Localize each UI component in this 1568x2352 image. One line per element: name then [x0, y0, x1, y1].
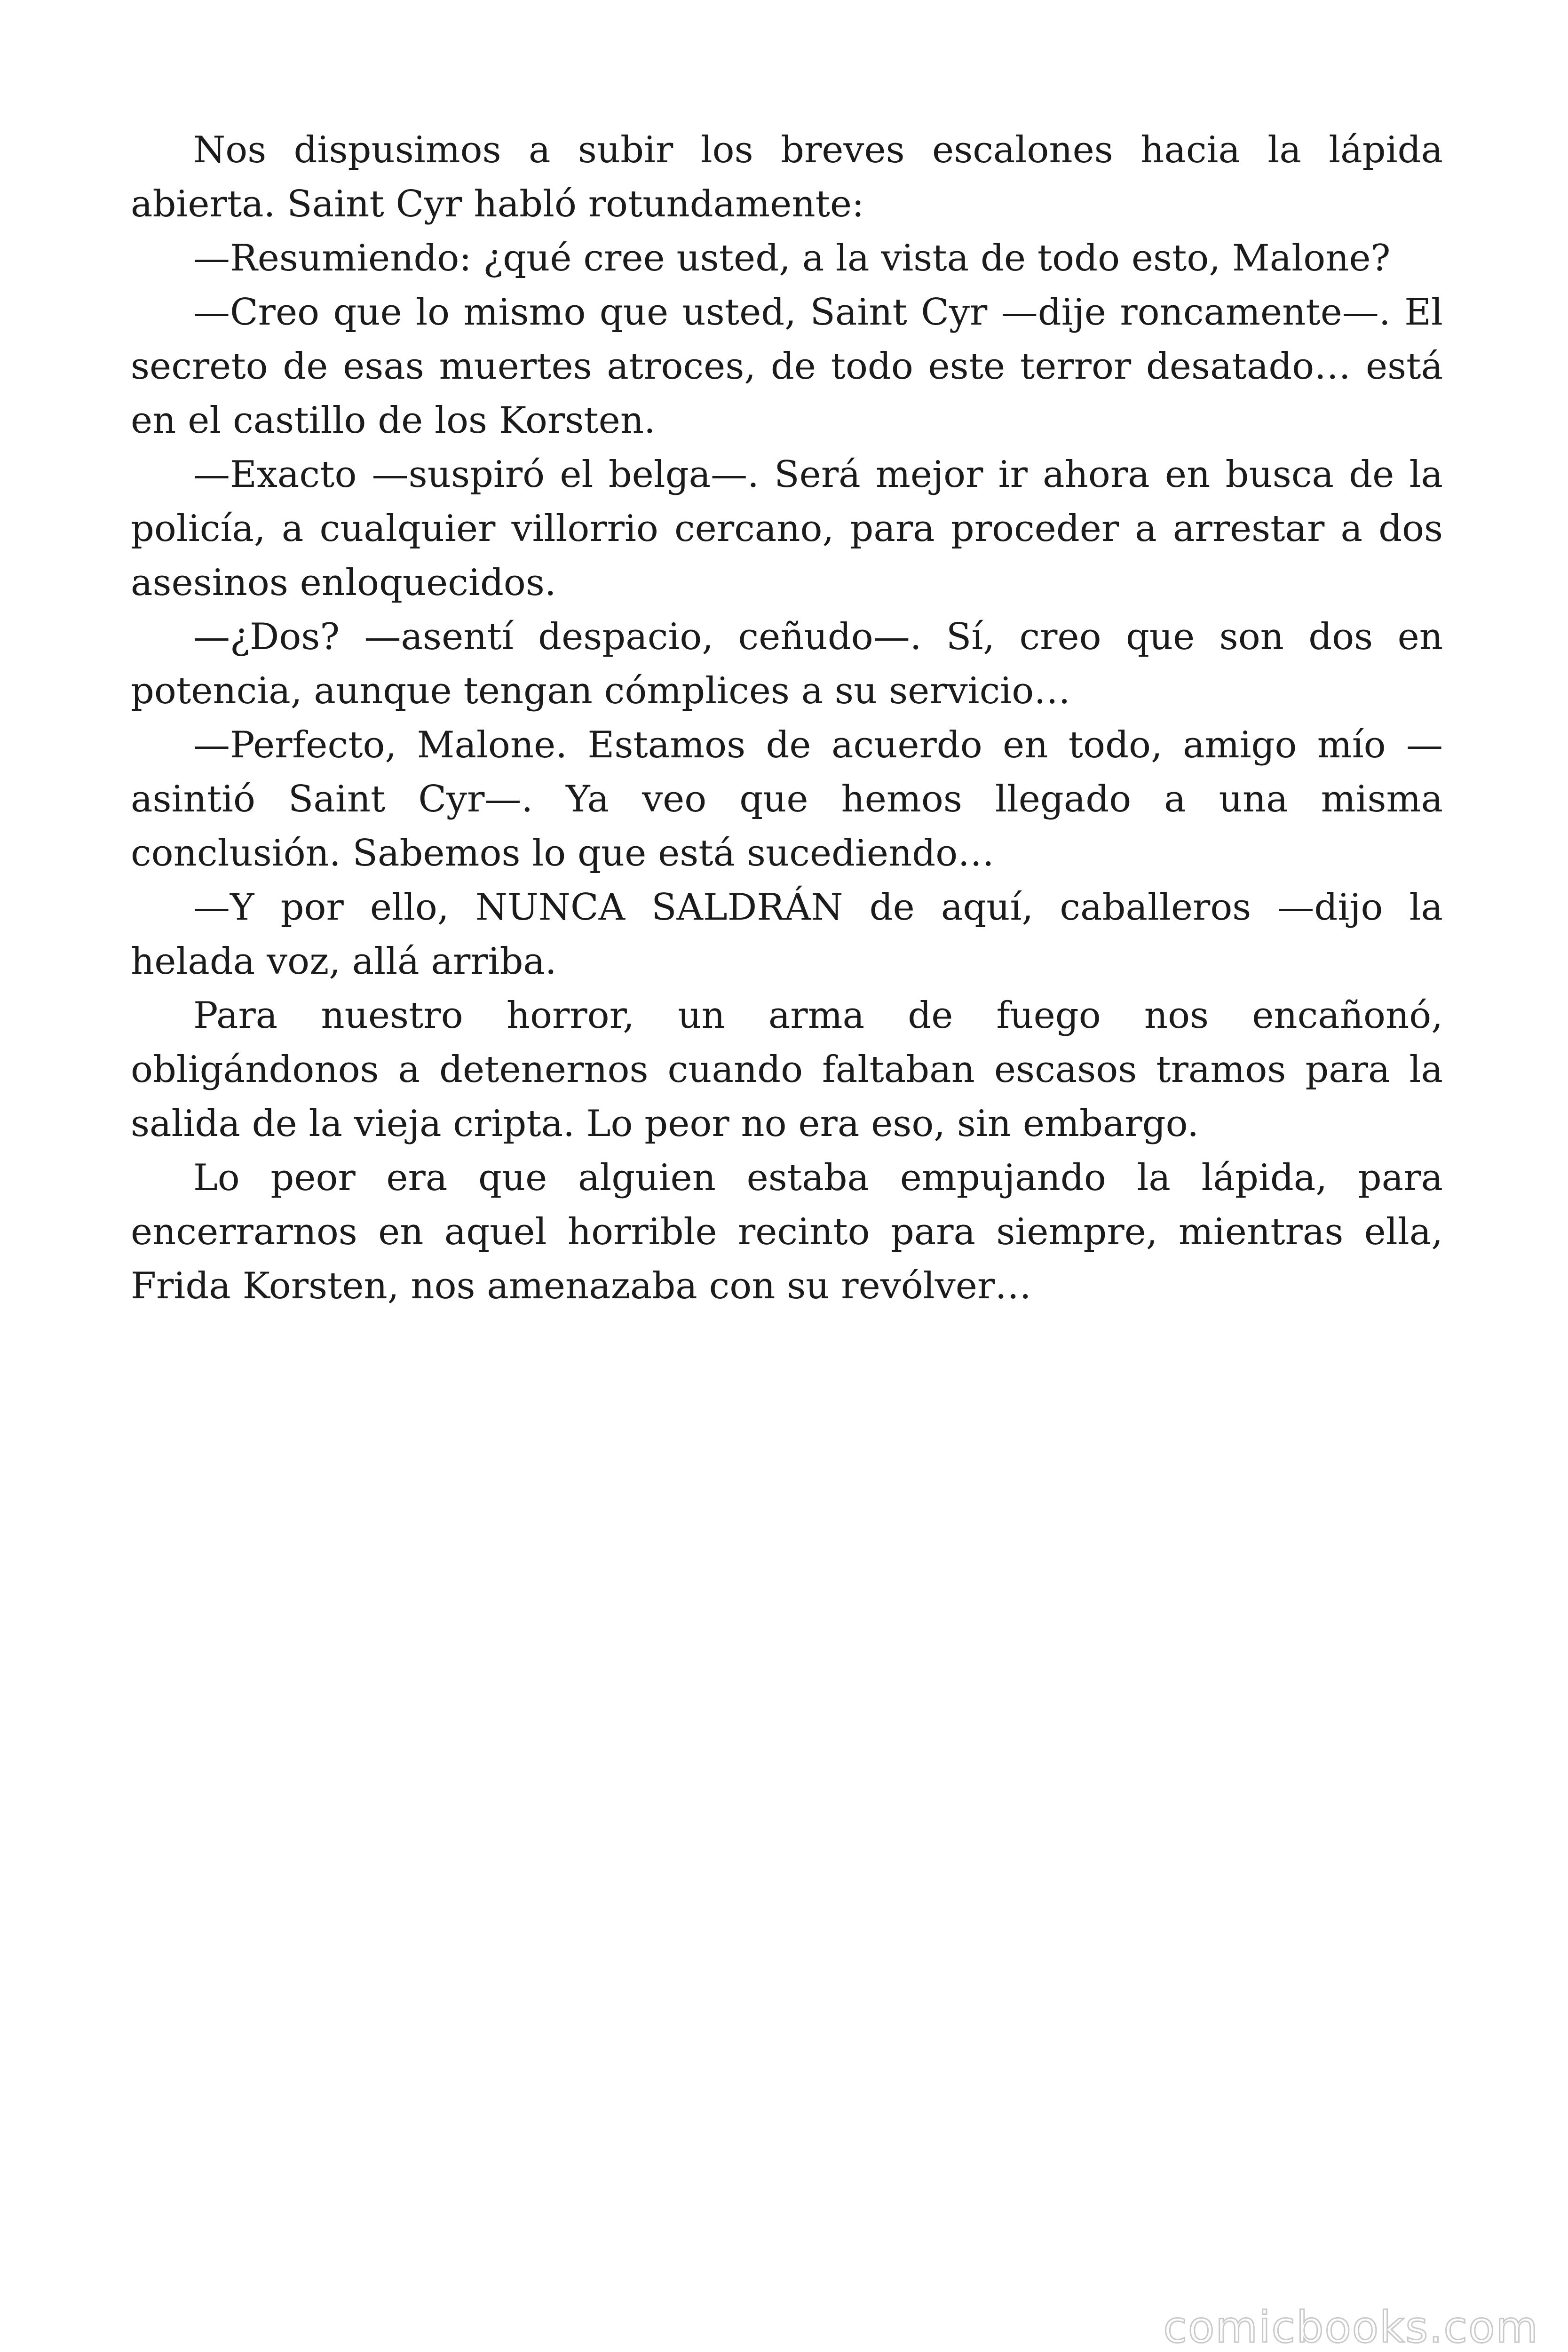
paragraph: —Exacto —suspiró el belga—. Será mejor ir ahora en busca de la policía, a cualquier villorrio cercano, para proceder a arrestar a dos asesinos enloquecidos.: [131, 453, 1443, 604]
body-text: [131, 123, 1443, 1313]
paragraph: Nos dispusimos a subir los breves escalones hacia la lápida abierta. Saint Cyr habló rotundamente:: [131, 129, 1443, 225]
paragraph: —Y por ello, NUNCA SALDRÁN de aquí, caballeros —dijo la helada voz, allá arriba.: [131, 886, 1443, 983]
paragraph: —Creo que lo mismo que usted, Saint Cyr —dije roncamente—. El secreto de esas muertes atroces, de todo este terror desatado… está en el castillo de los Korsten.: [131, 291, 1443, 442]
paragraph: Lo peor era que alguien estaba empujando la lápida, para encerrarnos en aquel horrible recinto para siempre, mientras ella, Frida Korsten, nos amenazaba con su revólver…: [131, 1157, 1443, 1307]
paragraph: Para nuestro horror, un arma de fuego nos encañonó, obligándonos a detenernos cuando faltaban escasos tramos para la salida de la vieja cripta. Lo peor no era eso, sin embargo.: [131, 994, 1443, 1145]
paragraph: —¿Dos? —asentí despacio, ceñudo—. Sí, creo que son dos en potencia, aunque tengan cómplices a su servicio…: [131, 616, 1443, 712]
paragraph: —Resumiendo: ¿qué cree usted, a la vista de todo esto, Malone?: [193, 237, 1391, 279]
paragraph: —Perfecto, Malone. Estamos de acuerdo en todo, amigo mío —asintió Saint Cyr—. Ya veo que hemos llegado a una misma conclusión. Sabemos lo que está sucediendo…: [131, 724, 1443, 874]
watermark: comicbooks.com: [1163, 2302, 1539, 2352]
